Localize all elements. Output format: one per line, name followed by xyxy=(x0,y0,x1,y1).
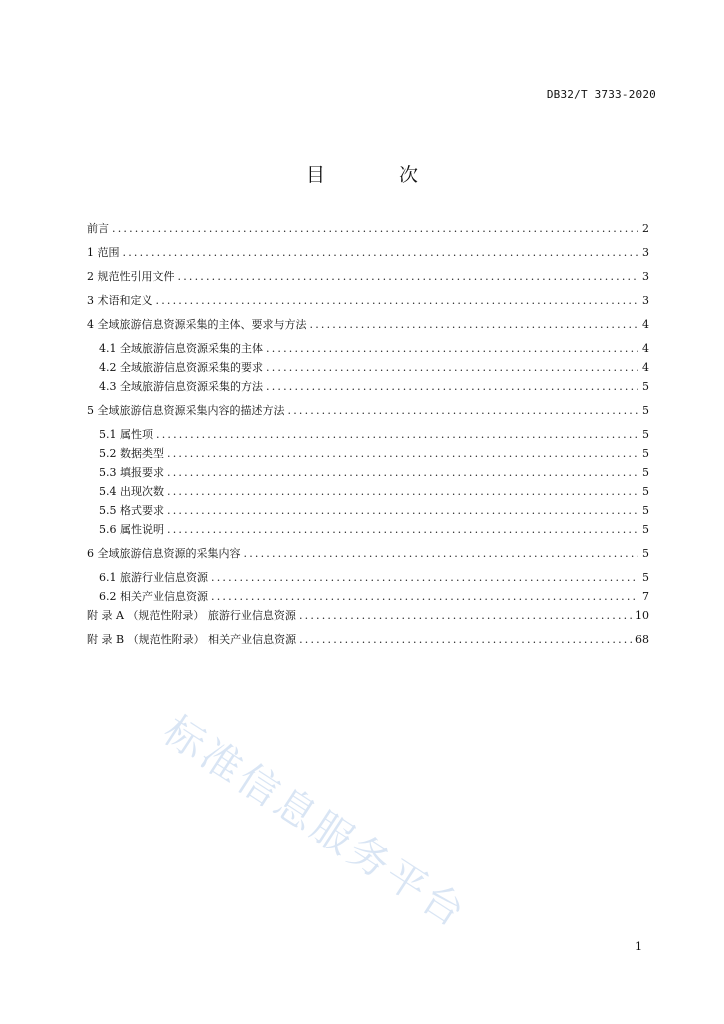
toc-leader-dots xyxy=(266,377,638,396)
toc-leader-dots xyxy=(299,606,632,625)
toc-entry-5-3[interactable] xyxy=(87,463,649,482)
toc-entry-4-2[interactable] xyxy=(87,358,649,377)
toc-leader-dots xyxy=(167,482,638,501)
toc-entry-label: 4 全域旅游信息资源采集的主体、要求与方法 xyxy=(87,318,307,331)
page-number: 1 xyxy=(635,940,642,953)
toc-entry-page: 5 xyxy=(642,466,649,479)
toc-entry-label: 5.3 填报要求 xyxy=(99,466,164,479)
toc-entry-5-4[interactable] xyxy=(87,482,649,501)
toc-entry-normative-references[interactable] xyxy=(87,267,649,286)
toc-leader-dots xyxy=(310,315,639,334)
toc-entry-section-6[interactable] xyxy=(87,544,649,563)
toc-entry-page: 4 xyxy=(642,318,649,331)
toc-entry-label: 5.4 出现次数 xyxy=(99,485,164,498)
toc-entry-5-1[interactable] xyxy=(87,425,649,444)
toc-entry-page: 4 xyxy=(642,342,649,355)
toc-leader-dots xyxy=(299,630,632,649)
toc-entry-page: 68 xyxy=(635,633,649,646)
toc-entry-6-2[interactable] xyxy=(87,587,649,606)
toc-entry-page: 5 xyxy=(642,404,649,417)
toc-entry-5-6[interactable] xyxy=(87,520,649,539)
toc-leader-dots xyxy=(211,568,638,587)
toc-entry-page: 5 xyxy=(642,485,649,498)
table-of-contents xyxy=(87,219,649,649)
toc-entry-label: 前言 xyxy=(87,222,109,235)
toc-entry-page: 3 xyxy=(642,294,649,307)
toc-entry-preface[interactable] xyxy=(87,219,649,238)
toc-entry-label: 6 全域旅游信息资源的采集内容 xyxy=(87,547,241,560)
toc-entry-label: 4.2 全域旅游信息资源采集的要求 xyxy=(99,361,263,374)
toc-entry-page: 3 xyxy=(642,270,649,283)
toc-leader-dots xyxy=(211,587,638,606)
toc-entry-page: 5 xyxy=(642,380,649,393)
toc-leader-dots xyxy=(167,463,638,482)
toc-entry-label: 附 录 A （规范性附录） 旅游行业信息资源 xyxy=(87,609,296,622)
toc-entry-page: 3 xyxy=(642,246,649,259)
toc-entry-5-2[interactable] xyxy=(87,444,649,463)
toc-entry-label: 6.2 相关产业信息资源 xyxy=(99,590,208,603)
toc-entry-label: 5 全域旅游信息资源采集内容的描述方法 xyxy=(87,404,285,417)
toc-entry-terms-definitions[interactable] xyxy=(87,291,649,310)
toc-leader-dots xyxy=(156,291,639,310)
toc-entry-page: 5 xyxy=(642,447,649,460)
toc-entry-label: 5.2 数据类型 xyxy=(99,447,164,460)
toc-entry-page: 5 xyxy=(642,504,649,517)
toc-entry-label: 6.1 旅游行业信息资源 xyxy=(99,571,208,584)
toc-entry-section-4[interactable] xyxy=(87,315,649,334)
watermark: 标准信息服务平台 xyxy=(155,707,476,938)
toc-leader-dots xyxy=(123,243,639,262)
toc-leader-dots xyxy=(156,425,638,444)
toc-entry-page: 5 xyxy=(642,523,649,536)
toc-entry-5-5[interactable] xyxy=(87,501,649,520)
toc-entry-section-5[interactable] xyxy=(87,401,649,420)
toc-entry-label: 4.1 全域旅游信息资源采集的主体 xyxy=(99,342,263,355)
toc-entry-label: 1 范围 xyxy=(87,246,120,259)
toc-entry-page: 7 xyxy=(642,590,649,603)
toc-entry-label: 3 术语和定义 xyxy=(87,294,153,307)
toc-entry-label: 5.6 属性说明 xyxy=(99,523,164,536)
toc-entry-label: 4.3 全域旅游信息资源采集的方法 xyxy=(99,380,263,393)
toc-entry-label: 5.5 格式要求 xyxy=(99,504,164,517)
toc-leader-dots xyxy=(288,401,639,420)
toc-entry-appendix-b[interactable] xyxy=(87,630,649,649)
toc-entry-4-1[interactable] xyxy=(87,339,649,358)
toc-leader-dots xyxy=(266,339,638,358)
toc-entry-page: 4 xyxy=(642,361,649,374)
toc-entry-scope[interactable] xyxy=(87,243,649,262)
toc-entry-page: 5 xyxy=(642,547,649,560)
toc-entry-page: 10 xyxy=(635,609,649,622)
toc-leader-dots xyxy=(266,358,638,377)
document-code: DB32/T 3733-2020 xyxy=(546,88,656,101)
page-title: 目 次 xyxy=(305,164,453,186)
toc-leader-dots xyxy=(178,267,639,286)
toc-entry-6-1[interactable] xyxy=(87,568,649,587)
toc-entry-page: 5 xyxy=(642,428,649,441)
toc-entry-appendix-a[interactable] xyxy=(87,606,649,625)
toc-entry-label: 2 规范性引用文件 xyxy=(87,270,175,283)
toc-leader-dots xyxy=(244,544,639,563)
toc-leader-dots xyxy=(112,219,638,238)
toc-entry-label: 5.1 属性项 xyxy=(99,428,153,441)
toc-leader-dots xyxy=(167,501,638,520)
toc-entry-label: 附 录 B （规范性附录） 相关产业信息资源 xyxy=(87,633,297,646)
toc-entry-page: 5 xyxy=(642,571,649,584)
toc-leader-dots xyxy=(167,444,638,463)
toc-entry-page: 2 xyxy=(642,222,649,235)
toc-entry-4-3[interactable] xyxy=(87,377,649,396)
toc-leader-dots xyxy=(167,520,638,539)
